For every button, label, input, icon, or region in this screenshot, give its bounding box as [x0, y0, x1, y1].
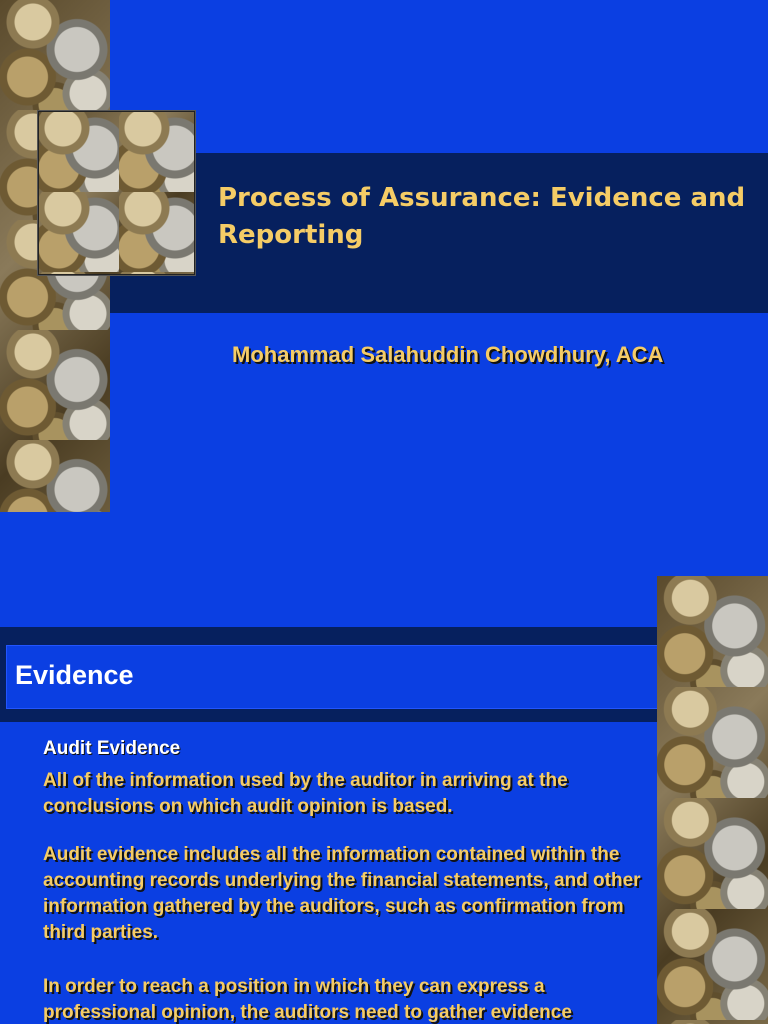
coins-image — [38, 111, 195, 275]
paragraph: In order to reach a position in which they can express a professional opinion, the auditors need to gather evidence — [43, 976, 572, 1023]
paragraph: All of the information used by the auditor in arriving at the conclusions on which audit opinion is based. — [43, 770, 568, 817]
author-name: Mohammad Salahuddin Chowdhury, ACA — [232, 342, 664, 367]
slide-title: Process of Assurance: Evidence and Reporting — [218, 183, 746, 250]
slide-body — [43, 736, 643, 1024]
slide-2 — [0, 512, 768, 1024]
slide-heading: Evidence — [15, 660, 134, 690]
subheading: Audit Evidence — [43, 738, 181, 759]
paragraph: Audit evidence includes all the information contained within the accounting records underlying the financial statements, and other information gathered by the auditors, such as confirmation from third parties. — [43, 844, 641, 943]
coins-image — [657, 576, 768, 1024]
